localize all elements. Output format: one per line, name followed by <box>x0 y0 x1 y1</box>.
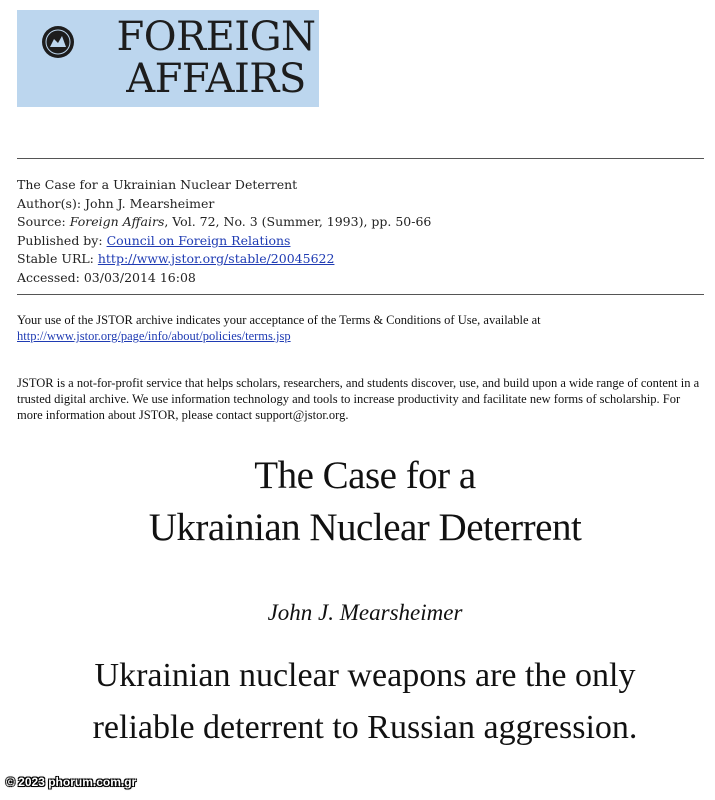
masthead-wordmark <box>111 16 321 100</box>
author-name: John J. Mearsheimer <box>85 195 215 211</box>
foreign-affairs-masthead <box>17 10 319 107</box>
source-details: , Vol. 72, No. 3 (Summer, 1993), pp. 50-66 <box>164 214 432 230</box>
source-journal: Foreign Affairs <box>69 214 165 230</box>
citation-title: The Case for a Ukrainian Nuclear Deterrent <box>17 177 298 192</box>
publisher-label: Published by: <box>17 232 103 248</box>
divider-bottom <box>17 294 704 295</box>
publisher-link[interactable]: Council on Foreign Relations <box>106 232 291 248</box>
masthead-line2: AFFAIRS <box>126 56 306 102</box>
article-title-line2: Ukrainian Nuclear Deterrent <box>148 506 582 549</box>
citation-source <box>17 213 617 232</box>
source-label: Source: <box>17 214 66 230</box>
citation-block <box>17 176 617 288</box>
masthead-line1: FOREIGN <box>116 14 316 60</box>
seal-logo-icon <box>41 25 75 59</box>
citation-author <box>17 195 617 214</box>
article-deck <box>30 650 700 754</box>
citation-accessed: Accessed: 03/03/2014 16:08 <box>17 269 196 285</box>
watermark: © 2023 phorum.com.gr <box>6 775 137 789</box>
stable-url-label: Stable URL: <box>17 251 94 267</box>
stable-url-link[interactable]: http://www.jstor.org/stable/20045622 <box>97 251 335 267</box>
article-deck-line1: Ukrainian nuclear weapons are the only <box>94 657 636 694</box>
terms-notice <box>17 312 707 344</box>
article-deck-line2: reliable deterrent to Russian aggression. <box>92 709 638 746</box>
article-byline: John J. Mearsheimer <box>267 600 463 625</box>
article-title <box>60 450 670 554</box>
author-label: Author(s): <box>17 195 82 211</box>
terms-link[interactable]: http://www.jstor.org/page/info/about/policies/terms.jsp <box>17 329 291 343</box>
terms-text: Your use of the JSTOR archive indicates your acceptance of the Terms & Conditions of Use, available at <box>17 313 541 327</box>
citation-publisher <box>17 232 617 251</box>
divider-top <box>17 158 704 159</box>
article-title-line1: The Case for a <box>254 454 476 497</box>
jstor-notice: JSTOR is a not-for-profit service that helps scholars, researchers, and students discover, use, and build upon a wide range of content in a trusted digital archive. We use information technology and tools to increase productivity and facilitate new forms of scholarship. For more information about JSTOR, please contact support@jstor.org. <box>17 376 700 422</box>
citation-stable-url <box>17 250 617 269</box>
